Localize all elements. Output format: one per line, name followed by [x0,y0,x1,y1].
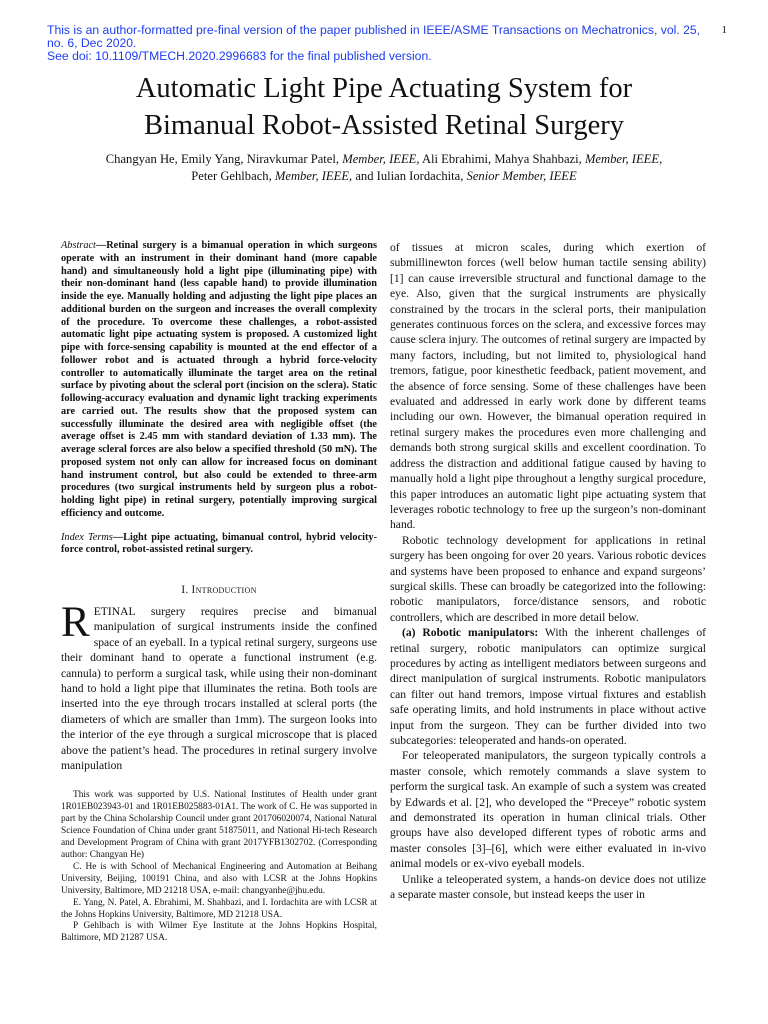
footnote-funding: This work was supported by U.S. National Institutes of Health under grant 1R01EB023943-01 and 1R01EB025883-01A1. The work of C. He was supported in part by the China Scholarship Council under grant 201706020074, National Natural Science Foundation of China under grant 51875011, and National Hi-tech Research and Development Program of China with grant 2017YFB1302702. (Corresponding author: Changyan He) [61,790,377,860]
intro-text: surgery requires precise and bimanual manipulation of surgical instruments inside the confined space of an eyeball. In a typical retinal surgery, surgeons use their dominant hand to operate a functional instrument (e.g. cannula) to perform a surgical task, while using their non-dominant hand to hold a light pipe that illuminates the retina. Both tools are inserted into the eye through trocars installed at scleral ports (the diameters of which are smaller than 1mm). The surgeon looks into the interior of the eye through a surgical microscope that is placed above the patient’s head. The procedures in retinal surgery involve manipulation [61,605,377,773]
title-line-1: Automatic Light Pipe Actuating System for [135,73,633,104]
abstract-text: —Retinal surgery is a bimanual operation in which surgeons operate with an instrument in their dominant hand (more capable hand) and simultaneously hold a light pipe (illuminating pipe) with their non-dominant hand (less capable hand) to provide illumination inside the eye. Manually holding and adjusting the light pipe places an additional burden on the surgeon and increases the overall complexity of the procedure. To overcome these challenges, a robot-assisted automatic light pipe actuating system is proposed. A customized light pipe with force-sensing capability is mounted at the end effector of a follower robot and is actuated through a hybrid force-velocity controller to automatically illuminate the target area on the retinal surface by pivoting about the scleral port (incision on the sclera). Static following-accuracy evaluation and dynamic light tracking experiments are carried out. The results show that the proposed system can successfully illuminate the desired area with negligible offset (the average offset is 2.45 mm with standard deviation of 1.33 mm). The average scleral forces are also below a specified threshold (50 mN). The proposed system not only can allow for increased focus on dominant hand instrument control, but also could be extended to three-arm procedures (two surgical instruments held by surgeon plus a robot-holding light pipe) in retinal surgery, potentially improving surgical efficiency and outcome. [61,240,377,519]
index-terms [61,532,377,558]
body-paragraph: Unlike a teleoperated system, a hands-on device does not utilize a separate master console, but instead keeps the user in [390,872,706,902]
body-paragraph: of tissues at micron scales, during which exertion of submillinewton forces (well below human tactile sensing ability) [1] can cause irreversible structural and functional damage to the eye. Also, given that the surgical instruments are physically constrained by the trocars in the scleral ports, their manipulation generates continuous forces on the sclera, and excessive forces may cause sclera injury. The outcomes of retinal surgery are impacted by many factors, including, but not limited to, physiological hand tremors, fatigue, poor kinesthetic feedback, patient movement, and the absence of force sensing. Some of these challenges have been evaluated and addressed in early work done by different teams including our own. However, the bimanual operation required in retinal surgery makes the procedures even more challenging and demands both strong surgical skills and excellent coordination. To address the distraction and additional fatigue caused by having to manually hold a light pipe throughout a lengthy surgical procedure, this paper introduces an automatic light pipe actuating system that leverages robotic technology to free up the surgeon’s non-dominant hand. [390,241,706,532]
author-names: , Ali Ebrahimi, Mahya Shahbazi, [416,152,585,166]
footnote-affiliation: P Gehlbach is with Wilmer Eye Institute at the Johns Hopkins Hospital, Baltimore, MD 21287 USA. [61,921,377,944]
paragraph-heading: (a) Robotic manipulators: [402,626,539,640]
left-column [61,240,377,945]
body-paragraph [390,625,706,748]
notice-line-1: This is an author-formatted pre-final version of the paper published in IEEE/ASME Transactions on Mechatronics, vol. 25, [47,23,701,37]
abstract [61,240,377,521]
body-paragraph: Robotic technology development for applications in retinal surgery has been ongoing for over 20 years. Various robotic devices and systems have been proposed to enhance and expand surgeons’ surgical skills. These can broadly be categorized into the following: robotic manipulators, force/distance sensors, and robotic controllers, which are described in more detail below. [390,533,706,624]
body-paragraph: For teleoperated manipulators, the surgeon typically controls a master console, which remotely commands a slave system to perform the surgical task. An example of such a system was created by Edwards et al. [2], who developed the “Preceye” robotic system and demonstrated its operation in human clinical trials. Other groups have also developed different types of robotic arms and master consoles [3]–[6], which were either evaluated in in-vivo animal models or ex-vivo eyeball models. [390,749,706,871]
author-names: Peter Gehlbach, [191,169,275,183]
title-line-2: Bimanual Robot-Assisted Retinal Surgery [144,110,624,141]
paper-title [40,70,728,144]
drop-cap-lead: ETINAL [93,605,136,618]
author-affil-title: Senior Member, IEEE [466,169,577,183]
notice-doi-link[interactable]: See doi: 10.1109/TMECH.2020.2996683 for the final published version. [47,49,432,63]
drop-cap: R [61,599,90,646]
right-column [390,240,706,902]
index-terms-label: Index Terms [61,531,113,543]
author-separator: , [659,152,663,166]
author-affil-title: Member, IEEE [342,152,417,166]
footnotes [61,790,377,945]
abstract-label: Abstract [61,240,96,251]
prefinal-notice [47,24,727,63]
footnote-affiliation: E. Yang, N. Patel, A. Ebrahimi, M. Shahbazi, and I. Iordachita are with LCSR at the Johns Hopkins University, Baltimore, MD 21218 USA. [61,897,377,920]
author-line-1 [40,151,728,168]
paragraph-text: With the inherent challenges of retinal surgery, robotic manipulators can optimize surgical procedures by acting as intelligent mediators between surgeons and direct manipulation of surgical instruments. Robotic manipulators can filter out hand tremors, impose virtual fixtures and establish safe operating limits, and hold instruments in place without active input from the surgeon. They can be further divided into two subcategories: teleoperated and hands-on operated. [390,626,706,747]
author-names: , and Iulian Iordachita, [349,169,467,183]
section-heading: I. Introduction [181,584,257,596]
author-affil-title: Member, IEEE [274,169,350,183]
footnote-affiliation: C. He is with School of Mechanical Engineering and Automation at Beihang University, Beijing, 100191 China, and also with LCSR at the Johns Hopkins University, Baltimore, MD 21218 USA, e-mail: changyanhe@jhu.edu. [61,861,377,896]
author-affil-title: Member, IEEE [584,152,660,166]
intro-paragraph [61,599,377,773]
page-number: 1 [721,24,727,36]
notice-line-2: no. 6, Dec 2020. [47,36,137,50]
author-line-2 [40,168,728,185]
index-terms-text: —Light pipe actuating, bimanual control, hybrid velocity-force control, robot-assisted retinal surgery. [61,531,378,556]
author-names: Changyan He, Emily Yang, Niravkumar Patel, [105,152,343,166]
author-list [40,151,728,185]
